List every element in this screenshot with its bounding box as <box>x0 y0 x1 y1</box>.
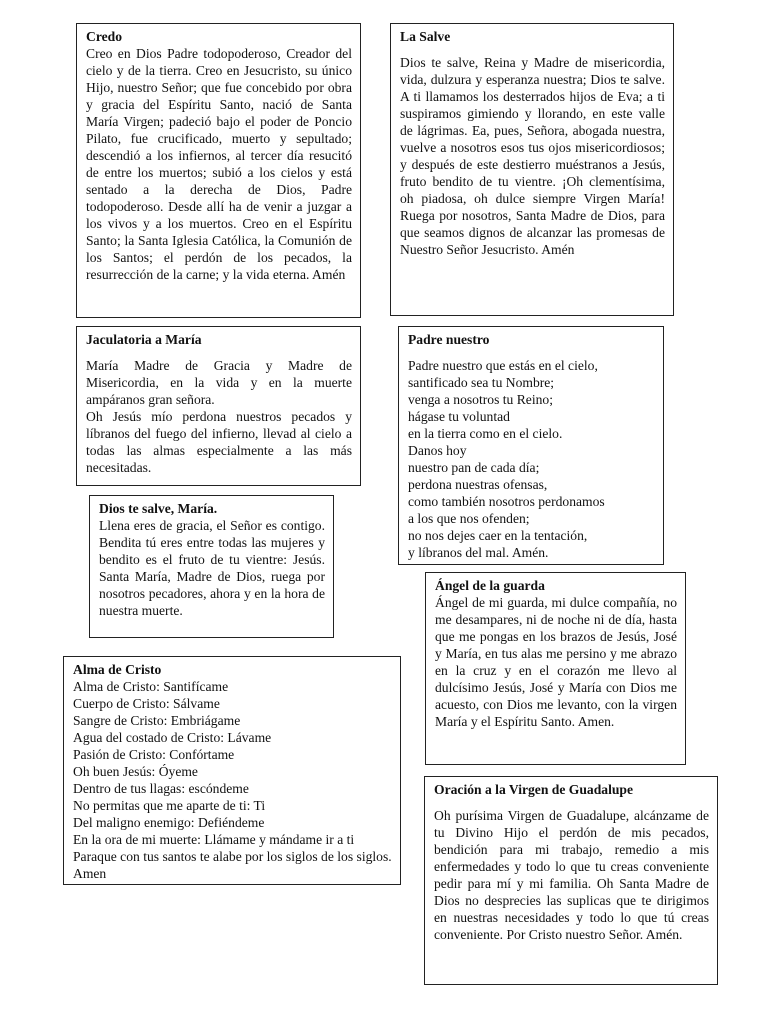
prayer-line: Pasión de Cristo: Confórtame <box>73 747 235 762</box>
prayer-title: Padre nuestro <box>408 332 490 347</box>
prayer-line: como también nosotros perdonamos <box>408 494 605 509</box>
prayer-title: Ángel de la guarda <box>435 578 545 593</box>
prayer-lines <box>73 678 392 882</box>
prayer-line: Oh buen Jesús: Óyeme <box>73 764 198 779</box>
prayer-title: Jaculatoria a María <box>86 332 202 347</box>
prayer-line: no nos dejes caer en la tentación, <box>408 528 588 543</box>
prayer-text: Dios te salve, Reina y Madre de misericordia, vida, dulzura y esperanza nuestra; Dios te salve. A ti llamamos los desterrados hijos de Eva; a ti suspiramos gimiendo y llorando, en este valle de lágrimas. Ea, pues, Señora, abogada nuestra, vuelve a nosotros esos tus ojos misericordiosos; y después de este destierro muéstranos a Jesús, fruto bendito de tu vientre. ¡Oh clementísima, oh piadosa, oh dulce siempre Virgen María! Ruega por nosotros, Santa Madre de Dios, para que seamos dignos de alcanzar las promesas de Nuestro Señor Jesucristo. Amén <box>400 55 665 257</box>
prayer-line: No permitas que me aparte de ti: Ti <box>73 798 266 813</box>
prayer-title: Dios te salve, María. <box>99 501 218 516</box>
prayer-title: Oración a la Virgen de Guadalupe <box>434 782 634 797</box>
prayer-line: Dentro de tus llagas: escóndeme <box>73 781 249 796</box>
prayer-line: nuestro pan de cada día; <box>408 460 540 475</box>
prayer-la-salve <box>390 23 674 316</box>
prayer-title: Credo <box>86 29 122 44</box>
prayer-title: La Salve <box>400 29 451 44</box>
prayer-line: a los que nos ofenden; <box>408 511 530 526</box>
prayer-jaculatoria <box>76 326 361 486</box>
prayer-padre-nuestro <box>398 326 664 565</box>
prayer-line: perdona nuestras ofensas, <box>408 477 548 492</box>
prayer-line: venga a nosotros tu Reino; <box>408 392 553 407</box>
prayer-line: Alma de Cristo: Santifícame <box>73 679 229 694</box>
prayer-virgen-de-guadalupe <box>424 776 718 985</box>
prayer-text: Oh purísima Virgen de Guadalupe, alcánzame de tu Divino Hijo el perdón de mis pecados, bendición para mi trabajo, remedio a mis enfermedades y todo lo que tu creas conveniente pedir para mí y mi familia. Oh Santa Madre de Dios no desprecies las suplicas que te dirigimos en nuestras necesidades y todo lo que tú creas conveniente. Por Cristo nuestro Señor. Amén. <box>434 808 709 942</box>
prayer-line: Paraque con tus santos te alabe por los siglos de los siglos. Amen <box>73 849 392 881</box>
prayer-text: María Madre de Gracia y Madre de Misericordia, en la vida y en la muerte ampáranos gran señora. <box>86 358 352 407</box>
prayer-line: Padre nuestro que estás en el cielo, <box>408 358 598 373</box>
prayer-line: Cuerpo de Cristo: Sálvame <box>73 696 220 711</box>
prayer-line: santificado sea tu Nombre; <box>408 375 555 390</box>
prayer-line: en la tierra como en el cielo. <box>408 426 563 441</box>
prayer-line: Danos hoy <box>408 443 467 458</box>
prayer-lines <box>408 357 655 561</box>
prayer-credo <box>76 23 361 318</box>
prayer-alma-de-cristo <box>63 656 401 885</box>
prayer-text: Ángel de mi guarda, mi dulce compañía, no me desampares, ni de noche ni de día, hasta que me pongas en los brazos de Jesús, José y María, en tus alas me persino y me abrazo en la cruz y en el corazón me llevo al dulcísimo Jesús, José y María con Dios me acuesto, con Dios me levanto, con la virgen María y el Espíritu Santo. Amen. <box>435 595 677 729</box>
prayer-text: Creo en Dios Padre todopoderoso, Creador del cielo y de la tierra. Creo en Jesucristo, su único Hijo, nuestro Señor; que fue concebido por obra y gracia del Espíritu Santo, nació de Santa María Virgen; padeció bajo el poder de Poncio Pilato, fue crucificado, muerto y sepultado; descendió a los infiernos, al tercer día resucitó de entre los muertos; subió a los cielos y está sentado a la derecha de Dios, Padre todopoderoso. Desde allí ha de venir a juzgar a los vivos y a los muertos. Creo en el Espíritu Santo; la Santa Iglesia Católica, la Comunión de los Santos; el perdón de los pecados, la resurrección de la carne; y la vida eterna. Amén <box>86 46 352 282</box>
prayer-ave-maria <box>89 495 334 638</box>
prayer-text: Llena eres de gracia, el Señor es contigo. Bendita tú eres entre todas las mujeres y bendito es el fruto de tu vientre: Jesús. Santa María, Madre de Dios, ruega por nosotros pecadores, ahora y en la hora de nuestra muerte. <box>99 518 325 618</box>
prayer-line: hágase tu voluntad <box>408 409 510 424</box>
prayer-angel-de-la-guarda <box>425 572 686 765</box>
prayer-line: En la ora de mi muerte: Llámame y mándame ir a ti <box>73 832 355 847</box>
prayer-text: Oh Jesús mío perdona nuestros pecados y líbranos del fuego del infierno, llevad al cielo a todas las almas especialmente a las más necesitadas. <box>86 409 352 475</box>
prayer-line: Agua del costado de Cristo: Lávame <box>73 730 272 745</box>
prayer-line: y líbranos del mal. Amén. <box>408 545 549 560</box>
prayer-title: Alma de Cristo <box>73 662 162 677</box>
prayer-line: Del maligno enemigo: Defiéndeme <box>73 815 265 830</box>
prayer-line: Sangre de Cristo: Embriágame <box>73 713 241 728</box>
